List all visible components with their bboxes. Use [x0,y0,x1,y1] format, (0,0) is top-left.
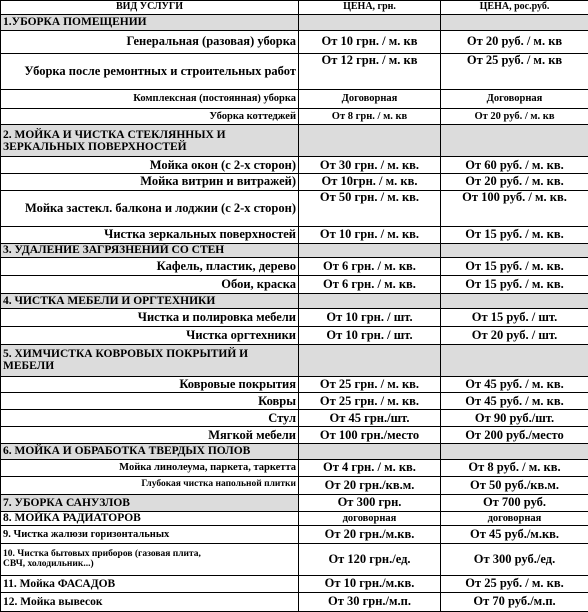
table-row [1,108,588,125]
service-name: Ковры [1,393,299,410]
table-row [1,494,588,511]
table-row [1,326,588,344]
price-rub: От 50 руб./кв.м. [441,476,588,494]
table-row [1,544,588,576]
price-rub: От 45 руб./м.кв. [441,526,588,544]
section-title-8: 8. МОЙКА РАДИАТОРОВ [1,511,299,526]
price-rub: От 100 руб. / м. кв. [441,190,588,226]
service-name: Глубокая чистка напольной плитки [1,476,299,494]
table-row [1,459,588,476]
price-uah: От 300 грн. [299,494,441,511]
header-price-rub: ЦЕНА, рос.руб. [441,1,588,15]
table-row [1,190,588,226]
service-name: Уборка после ремонтных и строительных работ [1,53,299,89]
price-uah: От 6 грн. / м. кв. [299,276,441,294]
price-rub: От 15 руб. / м. кв. [441,258,588,276]
section-title-6: 6. МОЙКА И ОБРАБОТКА ТВЕРДЫХ ПОЛОВ [1,444,299,460]
price-uah: От 10 грн. / шт. [299,309,441,327]
price-rub: От 15 руб. / шт. [441,309,588,327]
table-row [1,427,588,444]
service-name: Комплексная (постоянная) уборка [1,89,299,108]
price-uah: От 6 грн. / м. кв. [299,258,441,276]
section-title-4: 4. ЧИСТКА МЕБЕЛИ И ОРГТЕХНИКИ [1,294,299,309]
table-row [1,53,588,89]
table-row [1,30,588,53]
header-row [1,1,588,15]
price-rub: От 15 руб. / м. кв. [441,276,588,294]
price-rub: От 45 руб. / м. кв. [441,393,588,410]
table-row [1,376,588,393]
section-title-2: 2. МОЙКА И ЧИСТКА СТЕКЛЯННЫХ И ЗЕРКАЛЬНЫХ ПОВЕРХНОСТЕЙ [1,125,299,157]
service-name: 9. Чистка жалюзи горизонтальных [1,526,299,544]
price-uah: От 12 грн. / м. кв [299,53,441,89]
header-service: ВИД УСЛУГИ [1,1,299,15]
price-rub: От 20 руб. / м. кв. [441,174,588,191]
price-uah: От 10 грн. / м. кв [299,30,441,53]
price-rub: От 45 руб. / м. кв. [441,376,588,393]
section-header [1,294,588,309]
price-rub: От 20 руб. / м. кв [441,30,588,53]
service-name-line-1: 10. Чистка бытовых приборов (газовая плита, [3,548,201,559]
table-row [1,393,588,410]
service-name: Кафель, пластик, дерево [1,258,299,276]
price-rub: От 70 руб./м.п. [441,592,588,611]
price-uah: договорная [299,511,441,526]
service-name: Чистка оргтехники [1,326,299,344]
price-uah: От 25 грн. / м. кв. [299,376,441,393]
table-row [1,592,588,611]
service-name [1,544,299,576]
price-uah: От 30 грн./м.п. [299,592,441,611]
price-rub: От 25 руб. / м. кв. [441,575,588,592]
price-uah: От 8 грн. / м. кв [299,108,441,125]
section-header [1,444,588,460]
price-rub: Договорная [441,89,588,108]
section-header [1,344,588,376]
table-row [1,526,588,544]
table-row [1,476,588,494]
price-uah: От 10грн. / м. кв. [299,174,441,191]
table-row [1,258,588,276]
price-uah: От 120 грн./ед. [299,544,441,576]
section-title-11: 11. Мойка ФАСАДОВ [1,575,299,592]
price-rub: От 60 руб. / м. кв. [441,157,588,174]
section-header [1,243,588,258]
section-title-1: 1.УБОРКА ПОМЕЩЕНИИ [1,14,299,30]
price-uah: От 4 грн. / м. кв. [299,459,441,476]
service-name: Мягкой мебели [1,427,299,444]
table-row [1,511,588,526]
section-title-7: 7. УБОРКА САНУЗЛОВ [1,494,299,511]
section-header [1,14,588,30]
price-uah: От 20 грн./м.кв. [299,526,441,544]
price-rub: От 700 руб. [441,494,588,511]
service-name: Генеральная (разовая) уборка [1,30,299,53]
table-row [1,276,588,294]
price-rub: От 300 руб./ед. [441,544,588,576]
section-title-12: 12. Мойка вывесок [1,592,299,611]
price-uah: От 45 грн./шт. [299,410,441,427]
section-title-5: 5. ХИМЧИСТКА КОВРОВЫХ ПОКРЫТИЙ И МЕБЕЛИ [1,344,299,376]
price-rub: От 200 руб./место [441,427,588,444]
price-uah: От 30 грн. / м. кв. [299,157,441,174]
section-title-3: 3. УДАЛЕНИЕ ЗАГРЯЗНЕНИЙ СО СТЕН [1,243,299,258]
service-name: Мойка линолеума, паркета, таркетта [1,459,299,476]
price-uah: От 10 грн./м.кв. [299,575,441,592]
section-header [1,125,588,157]
table-row [1,309,588,327]
price-rub: От 8 руб. / м. кв. [441,459,588,476]
price-uah: От 50 грн. / м. кв. [299,190,441,226]
service-name: Чистка и полировка мебели [1,309,299,327]
table-row [1,410,588,427]
price-rub: От 90 руб./шт. [441,410,588,427]
service-name: Ковровые покрытия [1,376,299,393]
header-price-uah: ЦЕНА, грн. [299,1,441,15]
price-rub: От 20 руб. / шт. [441,326,588,344]
table-row [1,89,588,108]
price-uah: От 25 грн. / м. кв. [299,393,441,410]
service-name: Мойка застекл. балкона и лоджии (с 2-х сторон) [1,190,299,226]
table-row [1,575,588,592]
price-rub: От 15 руб. / м. кв. [441,226,588,243]
price-rub: От 20 руб. / м. кв [441,108,588,125]
service-name: Обои, краска [1,276,299,294]
price-rub: договорная [441,511,588,526]
service-name: Мойка витрин и витражей) [1,174,299,191]
price-uah: От 10 грн. / шт. [299,326,441,344]
price-uah: Договорная [299,89,441,108]
service-name-line-2: СВЧ, холодильник...) [3,558,94,569]
price-rub: От 25 руб. / м. кв [441,53,588,89]
service-name: Стул [1,410,299,427]
table-row [1,226,588,243]
table-row [1,174,588,191]
price-uah: От 100 грн./место [299,427,441,444]
service-name: Чистка зеркальных поверхностей [1,226,299,243]
price-uah: От 20 грн./кв.м. [299,476,441,494]
service-name: Уборка коттеджей [1,108,299,125]
service-name: Мойка окон (с 2-х сторон) [1,157,299,174]
table-row [1,157,588,174]
price-uah: От 10 грн. / м. кв. [299,226,441,243]
